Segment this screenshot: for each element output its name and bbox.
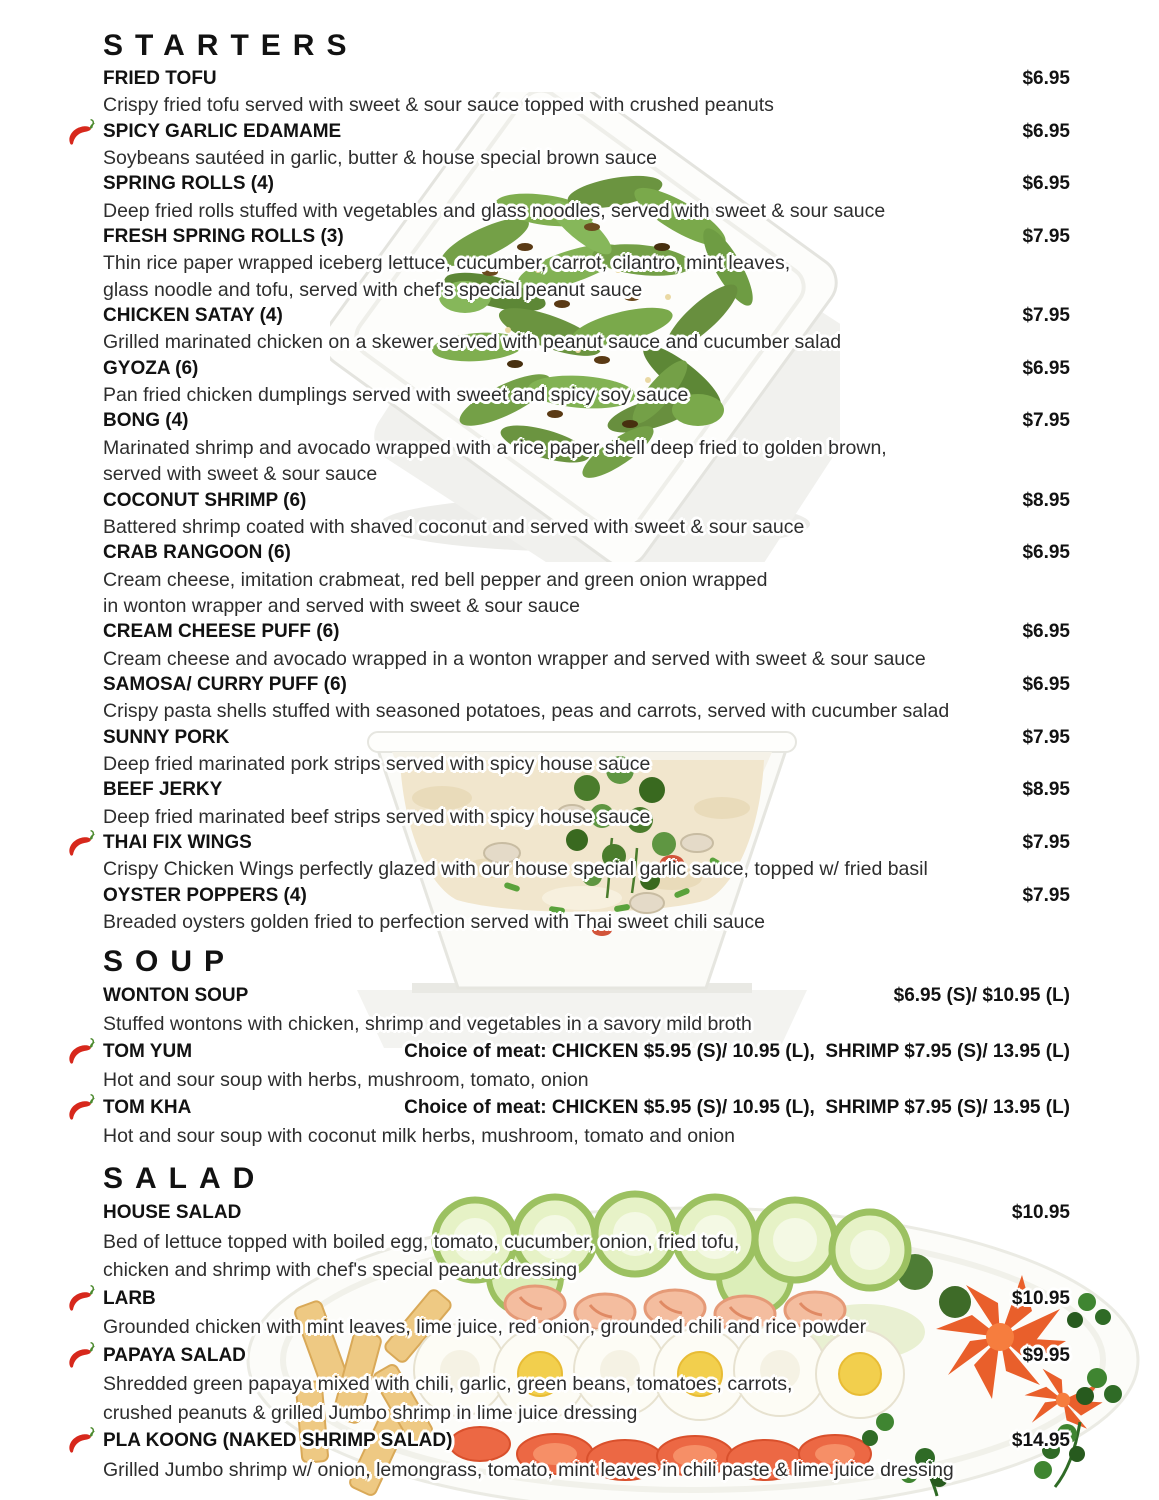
menu-item-row [103,1038,1070,1066]
menu-item [103,883,1070,936]
menu-item-row [103,725,1070,751]
item-price: $14.95 [1011,1430,1070,1451]
menu-item [103,1427,1070,1484]
item-price: $7.95 [1022,410,1070,432]
item-name: SUNNY PORK [103,726,230,748]
salad-item-list [103,1199,1070,1484]
menu-item [103,540,1070,619]
item-price: $9.95 [1022,1344,1070,1366]
item-price: $7.95 [1022,226,1070,248]
menu-item-row [103,119,1070,145]
item-desc-line: Hot and sour soup with coconut milk herbs, mushroom, tomato and onion [103,1125,735,1147]
menu-item-row [103,830,1070,856]
soup-item-list [103,982,1070,1150]
item-desc-line: Pan fried chicken dumplings served with sweet and spicy soy sauce [103,384,689,407]
item-price: $6.95 [1022,673,1070,695]
menu-item [103,1199,1070,1285]
item-name: LARB [103,1287,156,1309]
item-name: PAPAYA SALAD [103,1344,246,1366]
menu-item-row [103,619,1070,645]
section-heading-starters: STARTERS [103,29,359,62]
item-name: CHICKEN SATAY (4) [103,305,283,327]
menu-item [103,1038,1070,1094]
menu-item [103,66,1070,119]
starters-item-list [103,66,1070,935]
menu-item-row [103,224,1070,250]
item-price: Choice of meat: CHICKEN $5.95 (S)/ 10.95 (L), SHRIMP $7.95 (S)/ 13.95 (L) [404,1041,1070,1062]
menu-item-row [103,540,1070,566]
menu-item-row [103,408,1070,434]
item-price: $7.95 [1022,305,1070,327]
menu-item [103,171,1070,224]
item-desc-line: in wonton wrapper and served with sweet & sour sauce [103,594,580,617]
item-desc-line: Grilled Jumbo shrimp w/ onion, lemongrass, tomato, mint leaves in chili paste & lime juice dressing [103,1458,954,1481]
chili-icon [65,1283,99,1313]
item-desc-line: Hot and sour soup with herbs, mushroom, tomato, onion [103,1069,589,1091]
chili-icon [65,117,99,147]
chili-icon [65,1092,99,1122]
menu-item-row [103,1342,1070,1371]
item-price: Choice of meat: CHICKEN $5.95 (S)/ 10.95 (L), SHRIMP $7.95 (S)/ 13.95 (L) [404,1097,1070,1118]
item-name: SPRING ROLLS (4) [103,173,275,195]
item-price: $10.95 [1011,1202,1070,1223]
item-desc-line: Deep fried rolls stuffed with vegetables and glass noodles, served with sweet & sour sauce [103,199,886,222]
item-name: CRAB RANGOON (6) [103,542,291,564]
item-desc-line: Battered shrimp coated with shaved coconut and served with sweet & sour sauce [103,515,805,538]
menu-item [103,408,1070,487]
item-price: $7.95 [1022,831,1070,853]
menu-item-row [103,303,1070,329]
item-desc-line: Shredded green papaya mixed with chili, garlic, green beans, tomatoes, carrots, [103,1373,793,1395]
item-name: WONTON SOUP [103,985,249,1006]
chili-icon [65,1340,99,1370]
item-name: CREAM CHEESE PUFF (6) [103,621,340,643]
item-desc-line: crushed peanuts & grilled Jumbo shrimp in lime juice dressing [103,1401,638,1424]
item-desc-line: Deep fried marinated pork strips served with spicy house sauce [103,752,651,775]
item-desc-line: Deep fried marinated beef strips served with spicy house sauce [103,805,651,828]
item-desc-line: chicken and shrimp with chef's special peanut dressing [103,1259,578,1281]
item-price: $6.95 [1022,68,1070,89]
menu-item-row [103,982,1070,1010]
item-name: SAMOSA/ CURRY PUFF (6) [103,673,347,695]
item-name: THAI FIX WINGS [103,831,252,853]
item-price: $6.95 [1022,120,1070,142]
item-desc-line: Grounded chicken with mint leaves, lime juice, red onion, grounded chili and rice powder [103,1316,867,1338]
item-name: SPICY GARLIC EDAMAME [103,120,342,142]
item-price: $7.95 [1022,726,1070,748]
item-desc-line: Cream cheese and avocado wrapped in a wonton wrapper and served with sweet & sour sauce [103,647,926,670]
item-desc-line: glass noodle and tofu, served with chef's special peanut sauce [103,278,643,301]
item-price: $10.95 [1011,1287,1070,1309]
item-desc-line: Marinated shrimp and avocado wrapped with a rice paper shell deep fried to golden brown, [103,436,887,459]
item-name: TOM KHA [103,1097,192,1118]
chili-icon [65,1036,99,1066]
item-desc-line: Breaded oysters golden fried to perfection served with Thai sweet chili sauce [103,911,765,933]
chili-icon [65,828,99,858]
menu-item [103,119,1070,172]
menu-item [103,777,1070,830]
item-name: FRIED TOFU [103,68,217,89]
menu-item-row [103,488,1070,514]
section-soup [103,946,1070,1150]
menu-item-row [103,672,1070,698]
menu-item-row [103,1199,1070,1228]
item-name: TOM YUM [103,1041,193,1062]
item-price: $6.95 [1022,621,1070,643]
menu-item-row [103,1094,1070,1122]
menu-item [103,303,1070,356]
item-desc-line: served with sweet & sour sauce [103,463,378,486]
menu-item [103,356,1070,409]
item-name: FRESH SPRING ROLLS (3) [103,226,344,248]
section-salad [103,1163,1070,1484]
item-price: $8.95 [1022,489,1070,511]
item-name: PLA KOONG (NAKED SHRIMP SALAD) [103,1430,453,1451]
menu-item [103,1285,1070,1342]
item-desc-line: Thin rice paper wrapped iceberg lettuce, cucumber, carrot, cilantro, mint leaves, [103,252,791,275]
menu-item [103,982,1070,1038]
item-desc-line: Crispy Chicken Wings perfectly glazed with our house special garlic sauce, topped w/ fried basil [103,858,928,881]
menu-item-row [103,171,1070,197]
item-name: COCONUT SHRIMP (6) [103,489,307,511]
menu-item [103,672,1070,725]
item-price: $8.95 [1022,779,1070,801]
item-desc-line: Stuffed wontons with chicken, shrimp and vegetables in a savory mild broth [103,1013,752,1035]
section-heading-soup: SOUP [103,945,237,978]
chili-icon [65,1425,99,1455]
menu-item [103,725,1070,778]
item-desc-line: Cream cheese, imitation crabmeat, red bell pepper and green onion wrapped [103,568,768,591]
item-desc-line: Crispy fried tofu served with sweet & sour sauce topped with crushed peanuts [103,94,774,117]
item-price: $6.95 [1022,357,1070,379]
menu-item-row [103,1285,1070,1314]
menu-item [103,830,1070,883]
menu-item-row [103,356,1070,382]
menu-item-row [103,1427,1070,1456]
item-name: OYSTER POPPERS (4) [103,884,307,906]
menu-item [103,619,1070,672]
menu-item-row [103,777,1070,803]
item-price: $7.95 [1022,884,1070,906]
item-price: $6.95 [1022,542,1070,564]
section-starters [103,30,1070,935]
item-desc-line: Grilled marinated chicken on a skewer served with peanut sauce and cucumber salad [103,331,842,354]
item-name: BONG (4) [103,410,189,432]
item-name: HOUSE SALAD [103,1202,242,1223]
item-name: BEEF JERKY [103,779,223,801]
item-desc-line: Crispy pasta shells stuffed with seasoned potatoes, peas and carrots, served with cucumber salad [103,700,950,723]
menu-item [103,1094,1070,1150]
menu-item-row [103,883,1070,909]
section-heading-salad: SALAD [103,1162,267,1195]
menu-item [103,488,1070,541]
item-price: $6.95 (S)/ $10.95 (L) [893,985,1070,1006]
item-name: GYOZA (6) [103,357,199,379]
item-desc-line: Bed of lettuce topped with boiled egg, tomato, cucumber, onion, fried tofu, [103,1230,740,1253]
item-price: $6.95 [1022,173,1070,195]
menu-item-row [103,66,1070,92]
menu-item [103,1342,1070,1428]
item-desc-line: Soybeans sautéed in garlic, butter & house special brown sauce [103,147,657,170]
menu-item [103,224,1070,303]
